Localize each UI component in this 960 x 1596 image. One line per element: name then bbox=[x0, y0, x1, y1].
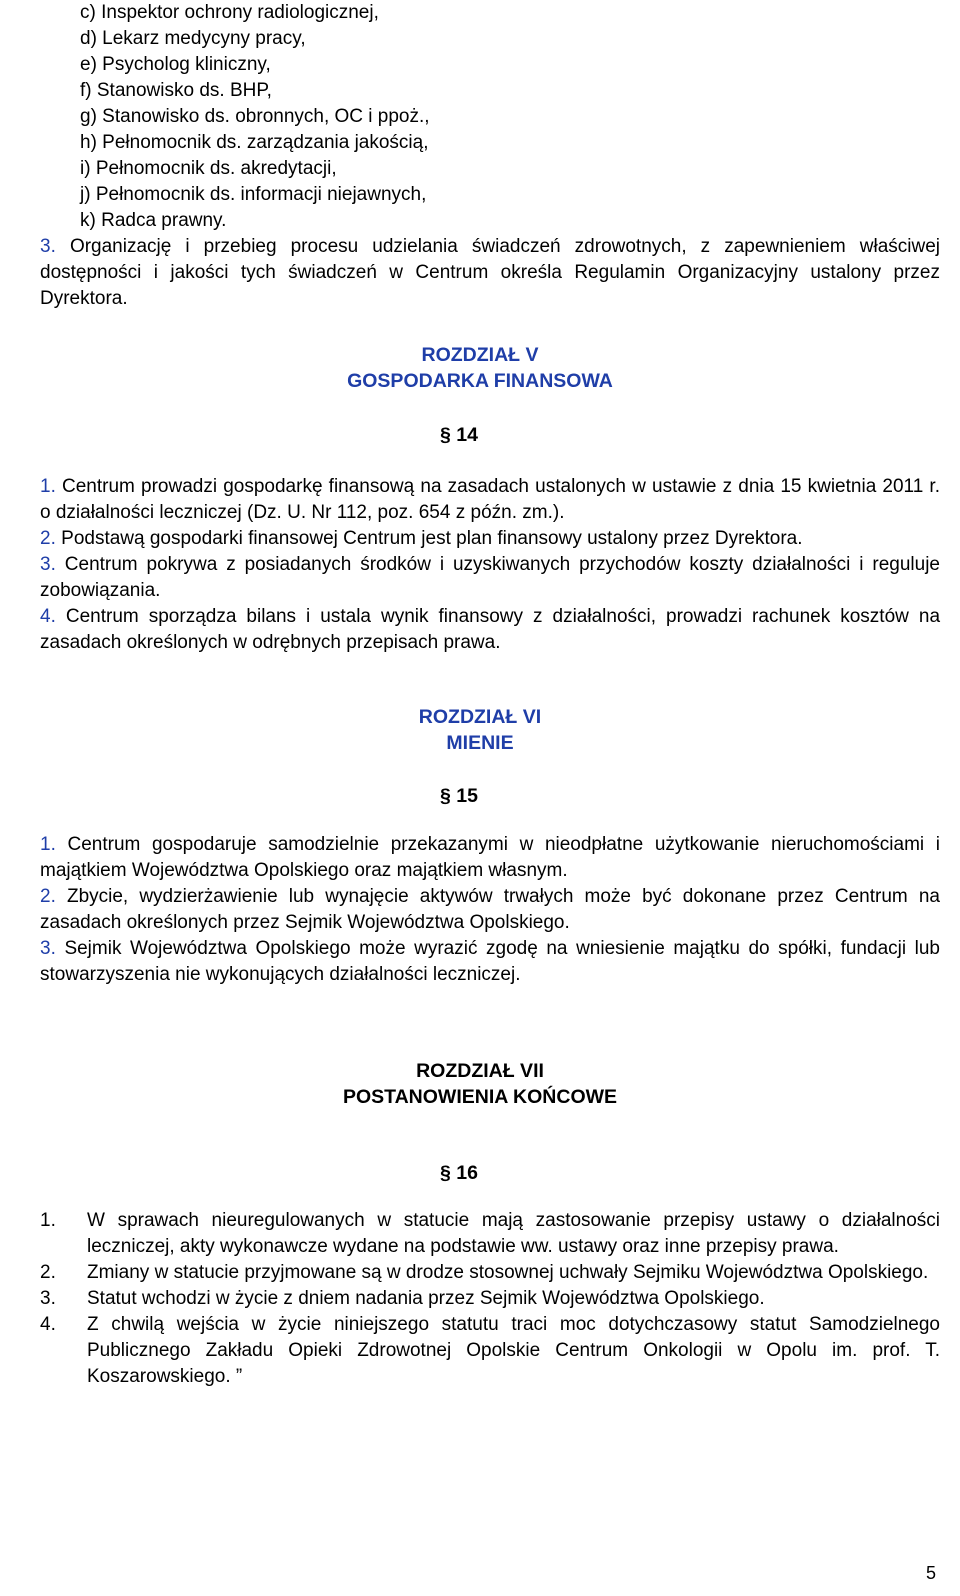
list-item bbox=[40, 1312, 940, 1390]
item-number: 3. bbox=[40, 938, 56, 959]
list-item bbox=[40, 552, 940, 604]
list-item bbox=[40, 936, 940, 988]
item-text: W sprawach nieuregulowanych w statucie mają zastosowanie przepisy ustawy o działalności leczniczej, akty wykonawcze wydane na podstawie ww. ustawy oraz inne przepisy prawa. bbox=[87, 1210, 940, 1257]
section-15 bbox=[440, 783, 540, 809]
item-number: 3. bbox=[40, 1288, 56, 1309]
item-text: Statut wchodzi w życie z dniem nadania przez Sejmik Województwa Opolskiego. bbox=[87, 1288, 765, 1309]
item-number: 4. bbox=[40, 1314, 56, 1335]
staff-list-item: d) Lekarz medycyny pracy, bbox=[80, 28, 306, 49]
paragraph-number: 3. bbox=[40, 236, 56, 257]
chapter-6-subtitle: MIENIE bbox=[446, 732, 514, 754]
staff-list-item: c) Inspektor ochrony radiologicznej, bbox=[80, 2, 379, 23]
chapter-5-items bbox=[40, 474, 940, 656]
section-sign-icon: § bbox=[440, 785, 451, 807]
item-text: Centrum sporządza bilans i ustala wynik finansowy z działalności, prowadzi rachunek kosztów na zasadach określonych w odrębnych przepisach prawa. bbox=[40, 606, 941, 653]
staff-list-item: j) Pełnomocnik ds. informacji niejawnych, bbox=[80, 184, 427, 205]
staff-list-item: f) Stanowisko ds. BHP, bbox=[80, 80, 272, 101]
section-sign-icon: § bbox=[440, 424, 451, 446]
list-item bbox=[40, 1260, 940, 1286]
list-item bbox=[40, 474, 940, 526]
chapter-6-title: ROZDZIAŁ VI bbox=[418, 706, 542, 728]
item-number: 2. bbox=[40, 886, 56, 907]
chapter-7-subtitle: POSTANOWIENIA KOŃCOWE bbox=[342, 1086, 618, 1108]
item-number: 1. bbox=[40, 834, 56, 855]
chapter-6-items bbox=[40, 832, 940, 988]
item-number: 2. bbox=[40, 528, 56, 549]
section-number: 15 bbox=[456, 785, 478, 807]
section-number: 16 bbox=[456, 1162, 478, 1184]
section-14 bbox=[440, 422, 540, 448]
chapter-7-items bbox=[40, 1208, 940, 1390]
staff-list bbox=[80, 0, 940, 234]
staff-list-item: h) Pełnomocnik ds. zarządzania jakością, bbox=[80, 132, 429, 153]
item-number: 2. bbox=[40, 1262, 56, 1283]
organization-paragraph bbox=[40, 234, 940, 312]
item-number: 1. bbox=[40, 1210, 56, 1231]
item-text: Centrum prowadzi gospodarkę finansową na zasadach ustalonych w ustawie z dnia 15 kwietnia 2011 r. o działalności leczniczej (Dz. U. Nr 112, poz. 654 z późn. zm.). bbox=[40, 476, 940, 523]
chapter-7-title: ROZDZIAŁ VII bbox=[416, 1060, 544, 1082]
staff-list-item: i) Pełnomocnik ds. akredytacji, bbox=[80, 158, 337, 179]
list-item bbox=[40, 1208, 940, 1260]
item-text: Z chwilą wejścia w życie niniejszego statutu traci moc dotychczasowy statut Samodzielnego Publicznego Zakładu Opieki Zdrowotnej Opolskie Centrum Onkologii w Opolu im. prof. T. Koszarowskiego. ” bbox=[87, 1314, 940, 1387]
item-number: 4. bbox=[40, 606, 56, 627]
item-text: Sejmik Województwa Opolskiego może wyrazić zgodę na wniesienie majątku do spółki, fundacji lub stowarzyszenia nie wykonujących działalności leczniczej. bbox=[40, 938, 940, 985]
list-item bbox=[40, 884, 940, 936]
chapter-5-subtitle: GOSPODARKA FINANSOWA bbox=[347, 370, 613, 392]
staff-list-item: e) Psycholog kliniczny, bbox=[80, 54, 271, 75]
section-number: 14 bbox=[456, 424, 478, 446]
item-number: 3. bbox=[40, 554, 56, 575]
item-text: Zbycie, wydzierżawienie lub wynajęcie aktywów trwałych może być dokonane przez Centrum na zasadach określonych przez Sejmik Województwa Opolskiego. bbox=[40, 886, 940, 933]
list-item bbox=[40, 604, 940, 656]
list-item bbox=[40, 832, 940, 884]
section-16 bbox=[440, 1160, 540, 1186]
item-text: Zmiany w statucie przyjmowane są w drodze stosownej uchwały Sejmiku Województwa Opolskiego. bbox=[87, 1262, 929, 1283]
page-number: 5 bbox=[925, 1563, 936, 1583]
staff-list-item: g) Stanowisko ds. obronnych, OC i ppoż., bbox=[80, 106, 430, 127]
list-item bbox=[40, 526, 940, 552]
item-text: Podstawą gospodarki finansowej Centrum jest plan finansowy ustalony przez Dyrektora. bbox=[61, 528, 803, 549]
paragraph-text: Organizację i przebieg procesu udzielania świadczeń zdrowotnych, z zapewnieniem właściwej dostępności i jakości tych świadczeń w Centrum określa Regulamin Organizacyjny ustalony przez Dyrektora. bbox=[40, 236, 941, 309]
section-sign-icon: § bbox=[440, 1162, 451, 1184]
staff-list-item: k) Radca prawny. bbox=[80, 210, 227, 231]
item-number: 1. bbox=[40, 476, 56, 497]
chapter-5-title: ROZDZIAŁ V bbox=[421, 344, 539, 366]
item-text: Centrum pokrywa z posiadanych środków i uzyskiwanych przychodów koszty działalności i reguluje zobowiązania. bbox=[40, 554, 940, 601]
list-item bbox=[40, 1286, 940, 1312]
item-text: Centrum gospodaruje samodzielnie przekazanymi w nieodpłatne użytkowanie nieruchomościami i majątkiem Województwa Opolskiego oraz majątkiem własnym. bbox=[40, 834, 940, 881]
